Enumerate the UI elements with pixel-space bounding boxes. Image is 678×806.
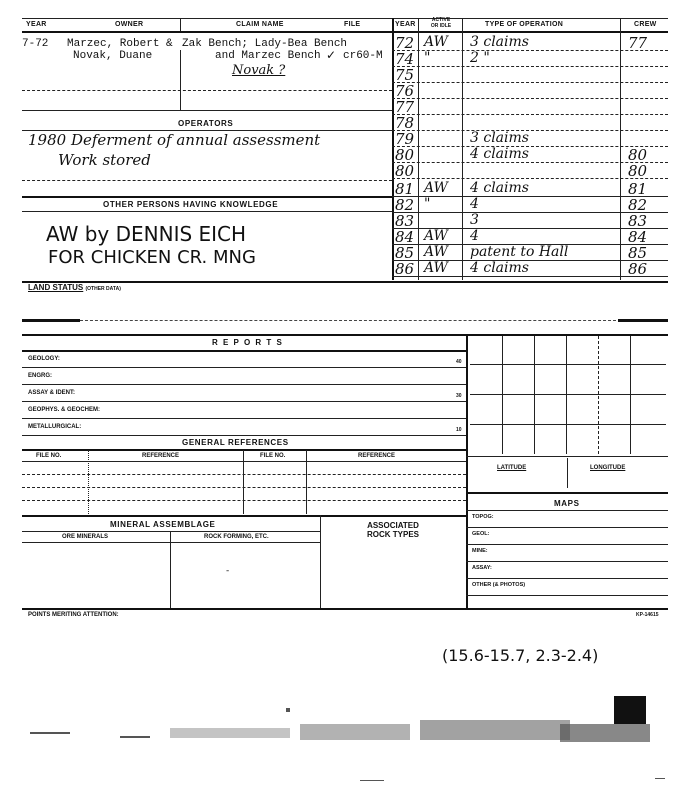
claim-file-no: cr60-M: [343, 50, 383, 62]
maps-heading: MAPS: [554, 499, 580, 508]
grid-h-1: [470, 364, 666, 365]
noise-8: [360, 780, 384, 781]
activity-type-divider: [620, 18, 621, 280]
activity-type: 3 claims: [470, 34, 529, 50]
mineral-ore-label: ORE MINERALS: [62, 534, 109, 540]
mineral-top-rule: [22, 515, 466, 517]
longitude-label: LONGITUDE: [590, 465, 626, 471]
activity-year: 82: [395, 196, 415, 214]
activity-row-rule: [392, 50, 668, 51]
activity-row-rule: [392, 276, 668, 277]
activity-active: ": [424, 196, 431, 212]
maps-item: GEOL:: [472, 531, 490, 537]
maps-item: MINE:: [472, 548, 488, 554]
activity-type: 4 claims: [470, 146, 529, 162]
activity-type: 3 claims: [470, 130, 529, 146]
land-status-sub: (OTHER DATA): [85, 286, 121, 292]
claim-check-mark: ✓: [326, 48, 337, 62]
mineral-divider-2: [320, 515, 321, 608]
activity-year: 74: [395, 50, 415, 68]
latlong-divider: [567, 458, 568, 488]
claim-row-rule: [22, 90, 392, 91]
header-rule-bottom: [22, 31, 668, 33]
activity-row-rule: [392, 82, 668, 83]
activity-col-active: [424, 17, 458, 29]
scan-block: [614, 696, 646, 724]
grid-v-5: [630, 336, 631, 454]
report-num: 40: [456, 359, 462, 365]
form-number: KP-14615: [636, 612, 659, 618]
activity-row-rule: [392, 162, 668, 163]
activity-col-idle-label: OR IDLE: [430, 23, 452, 29]
activity-crew: 81: [628, 180, 648, 198]
reports-heading-rule: [22, 350, 466, 352]
activity-year: 85: [395, 244, 415, 262]
location-note: (15.6-15.7, 2.3-2.4): [442, 646, 599, 665]
header-rule-top: [22, 18, 668, 19]
activity-crew: 86: [628, 260, 648, 278]
points-label: POINTS MERITING ATTENTION:: [28, 612, 119, 618]
activity-year: 79: [395, 130, 415, 148]
refs-col-file-2: FILE NO.: [260, 453, 286, 459]
report-rule: [22, 367, 466, 368]
location-grid: [470, 336, 666, 454]
activity-type: patent to Hall: [470, 244, 569, 260]
activity-year: 77: [395, 98, 415, 116]
mineral-rule: [22, 531, 320, 532]
noise-6: [560, 724, 650, 742]
claim-handwritten-note: Novak ?: [232, 63, 286, 78]
scan-noise: [0, 680, 678, 806]
activity-type: 3: [470, 212, 479, 228]
activity-type: 4 claims: [470, 260, 529, 276]
activity-year: 80: [395, 162, 415, 180]
grid-bottom-rule: [466, 456, 668, 457]
activity-active-divider: [462, 18, 463, 280]
noise-7: [286, 708, 290, 712]
activity-type: 2 ": [470, 50, 490, 66]
mineral-divider-1: [170, 531, 171, 608]
land-status: [28, 283, 121, 292]
activity-col-type: TYPE OF OPERATION: [485, 21, 564, 28]
noise-2: [120, 736, 150, 738]
activity-active: ": [424, 50, 431, 66]
grid-h-3: [470, 424, 666, 425]
mineral-dash: -: [226, 566, 230, 576]
owner-claim-divider: [180, 50, 181, 110]
refs-divider-1: [88, 450, 89, 514]
activity-year: 75: [395, 66, 415, 84]
report-label: GEOPHYS. & GEOCHEM:: [28, 407, 101, 413]
report-label: METALLURGICAL:: [28, 424, 82, 430]
claim-line-1: Zak Bench; Lady-Bea Bench: [182, 38, 348, 50]
noise-4: [300, 724, 410, 740]
report-label: ASSAY & IDENT:: [28, 390, 76, 396]
activity-year: 78: [395, 114, 415, 132]
maps-rule: [466, 561, 668, 562]
operators-note-2: Work stored: [58, 151, 151, 169]
maps-heading-rule: [466, 510, 668, 511]
col-owner: OWNER: [115, 21, 144, 28]
activity-type: 4 claims: [470, 180, 529, 196]
activity-row-rule: [392, 130, 668, 131]
refs-divider-3: [306, 450, 307, 514]
activity-type: 4: [470, 228, 479, 244]
activity-col-year: YEAR: [395, 21, 416, 28]
assoc-rock-types: [330, 521, 456, 539]
activity-crew: 85: [628, 244, 648, 262]
report-label: ENGRG:: [28, 373, 52, 379]
activity-crew: 82: [628, 196, 648, 214]
knowledge-heading: OTHER PERSONS HAVING KNOWLEDGE: [103, 200, 279, 209]
activity-active: AW: [424, 244, 448, 260]
maps-item: ASSAY:: [472, 565, 492, 571]
knowledge-rule: [22, 211, 392, 212]
activity-active: AW: [424, 34, 448, 50]
activity-year: 80: [395, 146, 415, 164]
activity-row-rule: [392, 212, 668, 213]
report-rule: [22, 418, 466, 419]
refs-row-3: [22, 487, 466, 488]
maps-rule: [466, 527, 668, 528]
activity-crew: 77: [628, 34, 648, 52]
activity-row-rule: [392, 178, 668, 179]
activity-year: 83: [395, 212, 415, 230]
report-rule: [22, 384, 466, 385]
refs-col-file-1: FILE NO.: [36, 453, 62, 459]
assoc-line-1: ASSOCIATED: [367, 521, 419, 530]
activity-year-divider: [418, 18, 419, 280]
grid-v-1: [502, 336, 503, 454]
knowledge-line-2: FOR CHICKEN CR. MNG: [48, 247, 256, 268]
separator-bar: [22, 318, 668, 324]
mineral-heading: MINERAL ASSEMBLAGE: [110, 520, 216, 529]
refs-row-1: [22, 461, 466, 462]
knowledge-rule-top: [22, 196, 392, 198]
activity-active: AW: [424, 228, 448, 244]
separator-bar-left: [22, 319, 80, 322]
maps-item: OTHER (& PHOTOS): [472, 582, 526, 588]
refs-divider-2: [243, 450, 244, 514]
activity-active: AW: [424, 180, 448, 196]
grid-h-2: [470, 394, 666, 395]
activity-row-rule: [392, 66, 668, 67]
activity-row-rule: [392, 98, 668, 99]
activity-year: 84: [395, 228, 415, 246]
refs-row-4: [22, 500, 466, 501]
col-file: FILE: [344, 21, 361, 28]
operators-note-1: 1980 Deferment of annual assessment: [28, 131, 321, 149]
operators-heading: OPERATORS: [178, 119, 234, 128]
activity-crew: 80: [628, 162, 648, 180]
maps-rule: [466, 595, 668, 596]
col-year: YEAR: [26, 21, 47, 28]
maps-item: TOPOG:: [472, 514, 494, 520]
right-panel-border: [466, 334, 468, 608]
separator-bar-mid: [80, 320, 616, 321]
activity-left-border: [392, 18, 394, 280]
owner-line-2: Novak, Duane: [73, 50, 153, 62]
activity-year: 72: [395, 34, 415, 52]
activity-year: 86: [395, 260, 415, 278]
noise-1: [30, 732, 70, 734]
claim-rule: [22, 110, 392, 111]
mineral-rule-2: [22, 542, 320, 543]
grid-v-4: [598, 336, 599, 454]
land-status-label: LAND STATUS: [28, 283, 84, 292]
hdr-divider: [180, 18, 181, 31]
report-rule: [22, 435, 466, 436]
activity-active: AW: [424, 260, 448, 276]
report-rule: [22, 401, 466, 402]
activity-crew: 83: [628, 212, 648, 230]
activity-col-active-label: ACTIVE: [431, 17, 451, 23]
owner-line-1: Marzec, Robert &: [67, 38, 173, 50]
activity-year: 81: [395, 180, 415, 198]
latitude-label: LATITUDE: [497, 465, 527, 471]
noise-5: [420, 720, 570, 740]
activity-type: 4: [470, 196, 479, 212]
refs-heading: GENERAL REFERENCES: [182, 438, 289, 447]
operators-row-rule: [22, 180, 392, 181]
activity-crew: 84: [628, 228, 648, 246]
assoc-line-2: ROCK TYPES: [366, 530, 419, 539]
activity-row-rule: [392, 146, 668, 147]
points-top-rule: [22, 608, 668, 610]
report-label: GEOLOGY:: [28, 356, 60, 362]
grid-v-2: [534, 336, 535, 454]
grid-v-3: [566, 336, 567, 454]
maps-rule: [466, 578, 668, 579]
activity-crew: 80: [628, 146, 648, 164]
refs-col-ref-1: REFERENCE: [142, 453, 180, 459]
mineral-rock-label: ROCK FORMING, ETC.: [204, 534, 269, 540]
knowledge-line-1: AW by DENNIS EICH: [46, 222, 247, 246]
separator-bar-right: [618, 319, 668, 322]
reports-heading: R E P O R T S: [212, 338, 284, 347]
refs-row-2: [22, 474, 466, 475]
claim-year: 7-72: [22, 38, 49, 50]
col-claim-name: CLAIM NAME: [236, 21, 284, 28]
activity-row-rule: [392, 196, 668, 197]
noise-9: [655, 778, 665, 779]
maps-rule: [466, 544, 668, 545]
activity-col-crew: CREW: [634, 21, 657, 28]
refs-col-ref-2: REFERENCE: [358, 453, 396, 459]
noise-3: [170, 728, 290, 738]
maps-top-rule: [466, 492, 668, 494]
report-num: 30: [456, 393, 462, 399]
report-num: 10: [456, 427, 462, 433]
activity-year: 76: [395, 82, 415, 100]
activity-row-rule: [392, 114, 668, 115]
claim-line-2: and Marzec Bench: [215, 50, 321, 62]
